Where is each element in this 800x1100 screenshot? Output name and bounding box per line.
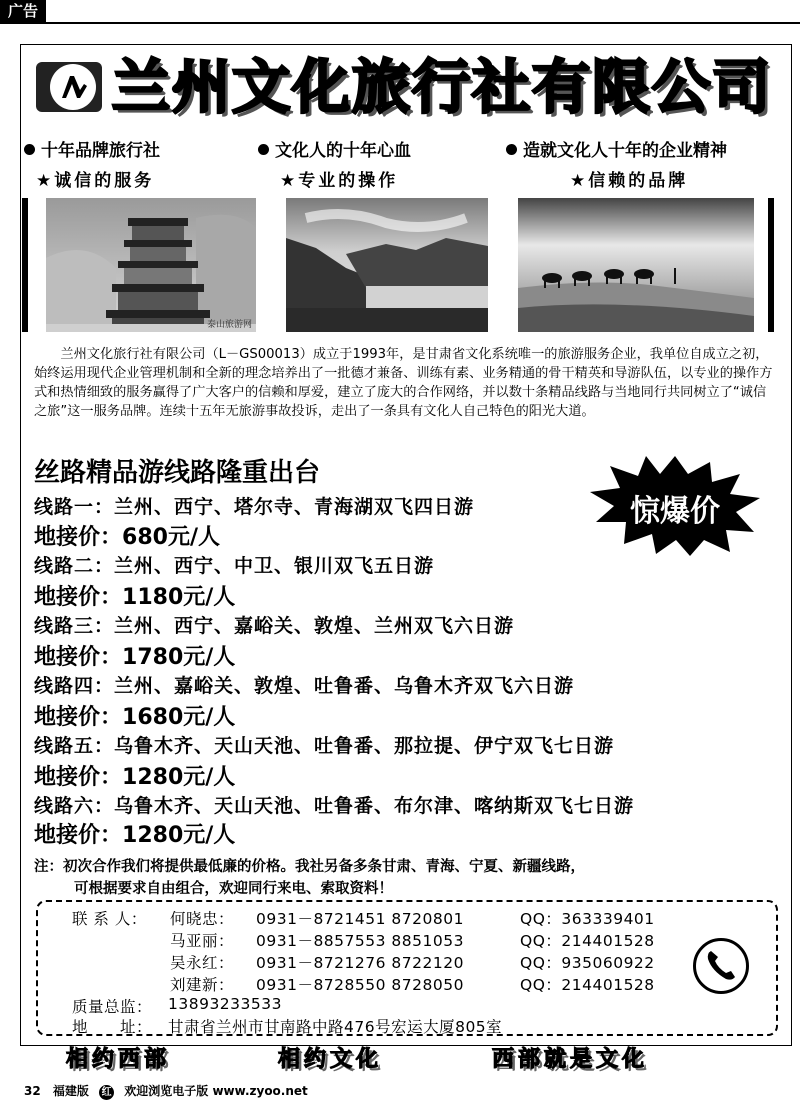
address-text: 甘肃省兰州市甘南路中路476号宏运大厦805室 — [168, 1018, 503, 1036]
contact-phone-1: 0931－8721451 8720801 — [256, 910, 464, 928]
quality-phone: 13893233533 — [168, 995, 282, 1013]
hong-badge-icon: 红 — [99, 1085, 114, 1100]
page-footer — [24, 1082, 308, 1100]
route-5-price: 地接价：1280元/人 — [34, 765, 236, 790]
route-1-price: 地接价：680元/人 — [34, 525, 220, 550]
footer-website[interactable]: 欢迎浏览电子版 www.zyoo.net — [124, 1084, 308, 1098]
routes-heading: 丝路精品游线路隆重出台 — [34, 458, 321, 488]
photo-desert-camels — [518, 198, 754, 332]
bottom-slogan-3: 西部就是文化 — [492, 1047, 649, 1072]
contact-phone-4: 0931－8728550 8728050 — [256, 976, 464, 994]
route-3: 线路三：兰州、西宁、嘉峪关、敦煌、兰州双飞六日游 — [34, 615, 515, 637]
sub-slogan-2: ★专业的操作 — [280, 171, 399, 191]
bottom-slogan-2: 相约文化 — [278, 1047, 383, 1072]
address-label: 地 址： — [72, 1018, 153, 1036]
photo-watermark: 泰山旅游网 — [206, 320, 252, 330]
contact-name-1: 何晓忠： — [170, 910, 235, 928]
route-4-price: 地接价：1680元/人 — [34, 705, 236, 730]
note-line-1: 注：初次合作我们将提供最低廉的价格。我社另备多条甘肃、青海、宁夏、新疆线路， — [34, 859, 585, 875]
route-6: 线路六：乌鲁木齐、天山天池、吐鲁番、布尔津、喀纳斯双飞七日游 — [34, 795, 635, 817]
contact-label: 联 系 人： — [72, 910, 147, 928]
route-2-price: 地接价：1180元/人 — [34, 585, 236, 610]
ad-tag: 广告 — [0, 0, 46, 22]
top-rule — [0, 22, 800, 24]
sub-slogan-3: ★信赖的品牌 — [570, 171, 689, 191]
route-1: 线路一：兰州、西宁、塔尔寺、青海湖双飞四日游 — [34, 496, 475, 518]
photo-temple — [46, 198, 256, 332]
company-title: 兰州文化旅行社有限公司 — [112, 53, 773, 121]
contact-phone-2: 0931－8857553 8851053 — [256, 932, 464, 950]
contact-name-3: 吴永红： — [170, 954, 235, 972]
contact-phone-3: 0931－8721276 8722120 — [256, 954, 464, 972]
logo-emblem-icon — [50, 64, 96, 110]
contact-qq-4: QQ：214401528 — [520, 976, 655, 994]
note-line-2: 可根据要求自由组合，欢迎同行来电、索取资料！ — [74, 881, 393, 897]
contact-name-2: 马亚丽： — [170, 932, 235, 950]
sub-slogan-1: ★诚信的服务 — [36, 171, 155, 191]
route-3-price: 地接价：1780元/人 — [34, 645, 236, 670]
contact-qq-2: QQ：214401528 — [520, 932, 655, 950]
route-6-price: 地接价：1280元/人 — [34, 823, 236, 848]
quality-label: 质量总监： — [72, 998, 153, 1016]
route-4: 线路四：兰州、嘉峪关、敦煌、吐鲁番、乌鲁木齐双飞六日游 — [34, 675, 575, 697]
edition-label: 福建版 — [52, 1084, 89, 1098]
company-intro: 兰州文化旅行社有限公司（L－GS00013）成立于1993年，是甘肃省文化系统唯一的旅游服务企业，我单位自成立之初，始终运用现代企业管理机制和全新的理念培养出了一批德才兼备、训练有素、业务精通的骨干精英和导游队伍，以专业的操作方式和热情细致的服务赢得了广大客户的信赖和厚爱，建立了庞大的合作网络，并以数十条精品线路与当地同行共同树立了“诚信之旅”这一服务品牌。连续十五年无旅游事故投诉，走出了一条具有文化人自己特色的阳光大道。 — [34, 347, 773, 419]
contact-qq-1: QQ：363339401 — [520, 910, 655, 928]
contact-qq-3: QQ：935060922 — [520, 954, 655, 972]
slogan-1: 十年品牌旅行社 — [24, 136, 160, 161]
photo-lake — [286, 198, 488, 332]
price-burst-badge — [590, 456, 760, 556]
bottom-slogan-1: 相约西部 — [66, 1047, 171, 1072]
photo-bar-right — [768, 198, 774, 332]
route-2: 线路二：兰州、西宁、中卫、银川双飞五日游 — [34, 555, 435, 577]
photo-bar-left — [22, 198, 28, 332]
route-5: 线路五：乌鲁木齐、天山天池、吐鲁番、那拉提、伊宁双飞七日游 — [34, 735, 615, 757]
slogan-3: 造就文化人十年的企业精神 — [506, 136, 727, 161]
page-number: 32 — [24, 1084, 41, 1098]
slogan-2: 文化人的十年心血 — [258, 136, 411, 161]
telephone-icon — [693, 938, 749, 994]
contact-name-4: 刘建新： — [170, 976, 235, 994]
burst-text: 惊爆价 — [630, 494, 720, 529]
